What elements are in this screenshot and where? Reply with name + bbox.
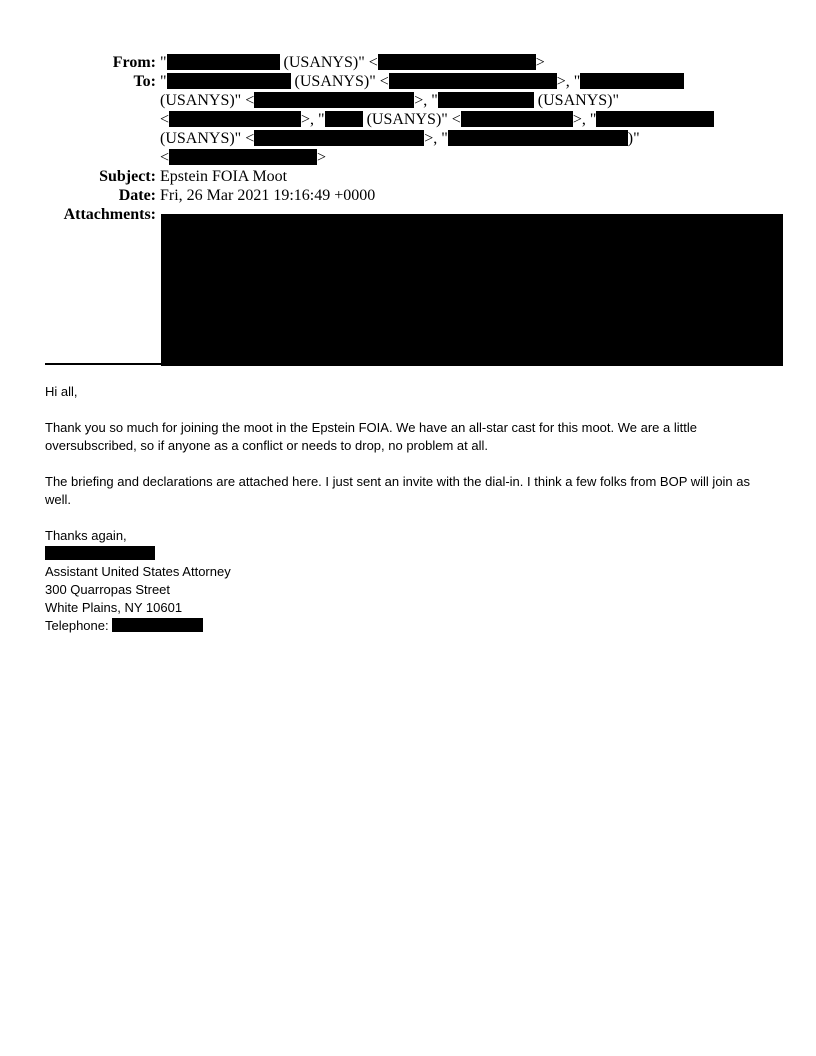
redaction-box (378, 54, 536, 70)
redaction-box (596, 111, 714, 127)
redaction-box (389, 73, 557, 89)
redaction-box (167, 73, 291, 89)
signature-title: Assistant United States Attorney (45, 564, 231, 579)
from-label: From: (112, 54, 156, 71)
attachments-label: Attachments: (63, 206, 156, 223)
redaction-box (254, 130, 424, 146)
subject-label: Subject: (99, 168, 156, 185)
date-value: Fri, 26 Mar 2021 19:16:49 +0000 (160, 187, 376, 204)
subject-value: Epstein FOIA Moot (160, 168, 288, 185)
email-header (0, 53, 816, 224)
date-label: Date: (118, 187, 156, 204)
closing: Thanks again, (45, 528, 127, 543)
redaction-box (169, 111, 301, 127)
from-row: From: " (USANYS)" < > (0, 53, 816, 72)
date-row (0, 186, 816, 205)
to-row (0, 72, 816, 167)
signature-address-line: 300 Quarropas Street (45, 582, 171, 597)
body-paragraph: Thank you so much for joining the moot in the Epstein FOIA. We have an all-star cast for this moot. We are a little oversubscribed, so if anyone as a conflict or needs to drop, no problem at all. (45, 420, 697, 453)
attachments-redaction-box (161, 214, 783, 366)
redaction-box (438, 92, 534, 108)
signature-address-line: White Plains, NY 10601 (45, 600, 183, 615)
header-divider (45, 363, 162, 365)
redaction-box (448, 130, 628, 146)
subject-row (0, 167, 816, 186)
signature-block (45, 527, 775, 635)
redaction-box (325, 111, 363, 127)
greeting: Hi all, (45, 384, 78, 399)
redaction-box (254, 92, 414, 108)
redaction-box (580, 73, 684, 89)
to-label: To: (133, 73, 156, 90)
redaction-box (45, 546, 155, 560)
body-paragraph: The briefing and declarations are attached here. I just sent an invite with the dial-in. I think a few folks from BOP will join as well. (45, 474, 751, 507)
redaction-box (112, 618, 203, 632)
email-body (45, 383, 775, 635)
redaction-box (167, 54, 280, 70)
to-recipients: " (USANYS)" < >, " (USANYS)" < >, " (USANYS)" < >, " (USANYS)" < >, " (USANYS)" < >, " )" < > (160, 72, 760, 167)
signature-phone: Telephone: (45, 617, 775, 635)
redaction-box (461, 111, 573, 127)
redaction-box (169, 149, 317, 165)
